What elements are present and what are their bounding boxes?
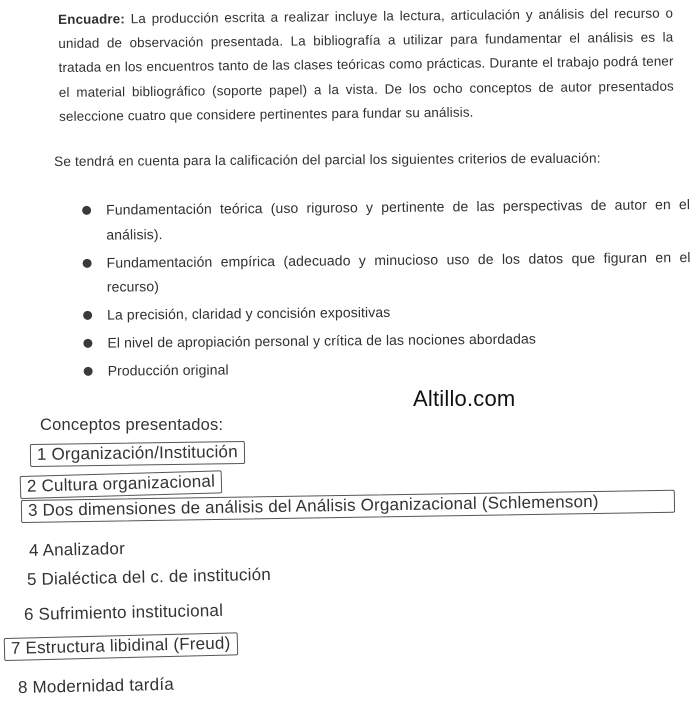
criteria-item — [70, 192, 690, 248]
concept-item-selected: 7 Estructura libidinal (Freud) — [4, 632, 238, 661]
concept-item-selected: 2 Cultura organizacional — [20, 470, 223, 499]
criteria-item — [72, 353, 692, 384]
bullet-icon — [83, 258, 92, 267]
concept-item: 5 Dialéctica del c. de institución — [26, 564, 272, 589]
encuadre-paragraph — [58, 2, 674, 129]
concept-item: 8 Modernidad tardía — [17, 674, 175, 697]
concept-item-selected: 1 Organización/Institución — [30, 441, 245, 467]
concept-item: 4 Analizador — [28, 538, 126, 560]
bullet-icon — [83, 339, 92, 348]
bullet-icon — [83, 311, 92, 320]
criteria-list — [70, 192, 692, 387]
criteria-intro: Se tendrá en cuenta para la calificación del parcial los siguientes criterios de evaluación: — [54, 150, 601, 169]
encuadre-text: La producción escrita a realizar incluye la lectura, articulación y análisis del recurso o unidad de observación presentada. La bibliografía a utilizar para fundamentar el análisis es la tratada en los encuentros tanto de las clases teóricas como prácticas. Durante el trabajo podrá tener el material bibliográfico (soporte papel) a la vista. De los ocho conceptos de autor presentados seleccione cuatro que considere pertinentes para fundar su análisis. — [58, 5, 674, 124]
criteria-item-text: Fundamentación empírica (adecuado y minucioso uso de los datos que figuran en el recurso) — [106, 248, 691, 296]
criteria-item-text: La precisión, claridad y concisión expositivas — [107, 304, 391, 323]
criteria-item-text: El nivel de apropiación personal y crítica de las nociones abordadas — [107, 330, 537, 351]
bullet-icon — [82, 206, 91, 215]
encuadre-label: Encuadre: — [58, 11, 126, 27]
watermark-text: Altillo.com — [413, 386, 516, 411]
criteria-item — [71, 245, 691, 301]
criteria-item-text: Fundamentación teórica (uso riguroso y pertinente de las perspectivas de autor en el análisis). — [106, 196, 691, 243]
concept-item-selected: 3 Dos dimensiones de análisis del Análisis Organizacional (Schlemenson) — [21, 490, 675, 523]
concept-item: 6 Sufrimiento institucional — [23, 600, 224, 624]
criteria-item — [71, 325, 691, 356]
bullet-icon — [84, 367, 93, 376]
criteria-item — [71, 297, 691, 328]
criteria-item-text: Producción original — [107, 361, 229, 379]
concepts-title: Conceptos presentados: — [40, 416, 224, 434]
